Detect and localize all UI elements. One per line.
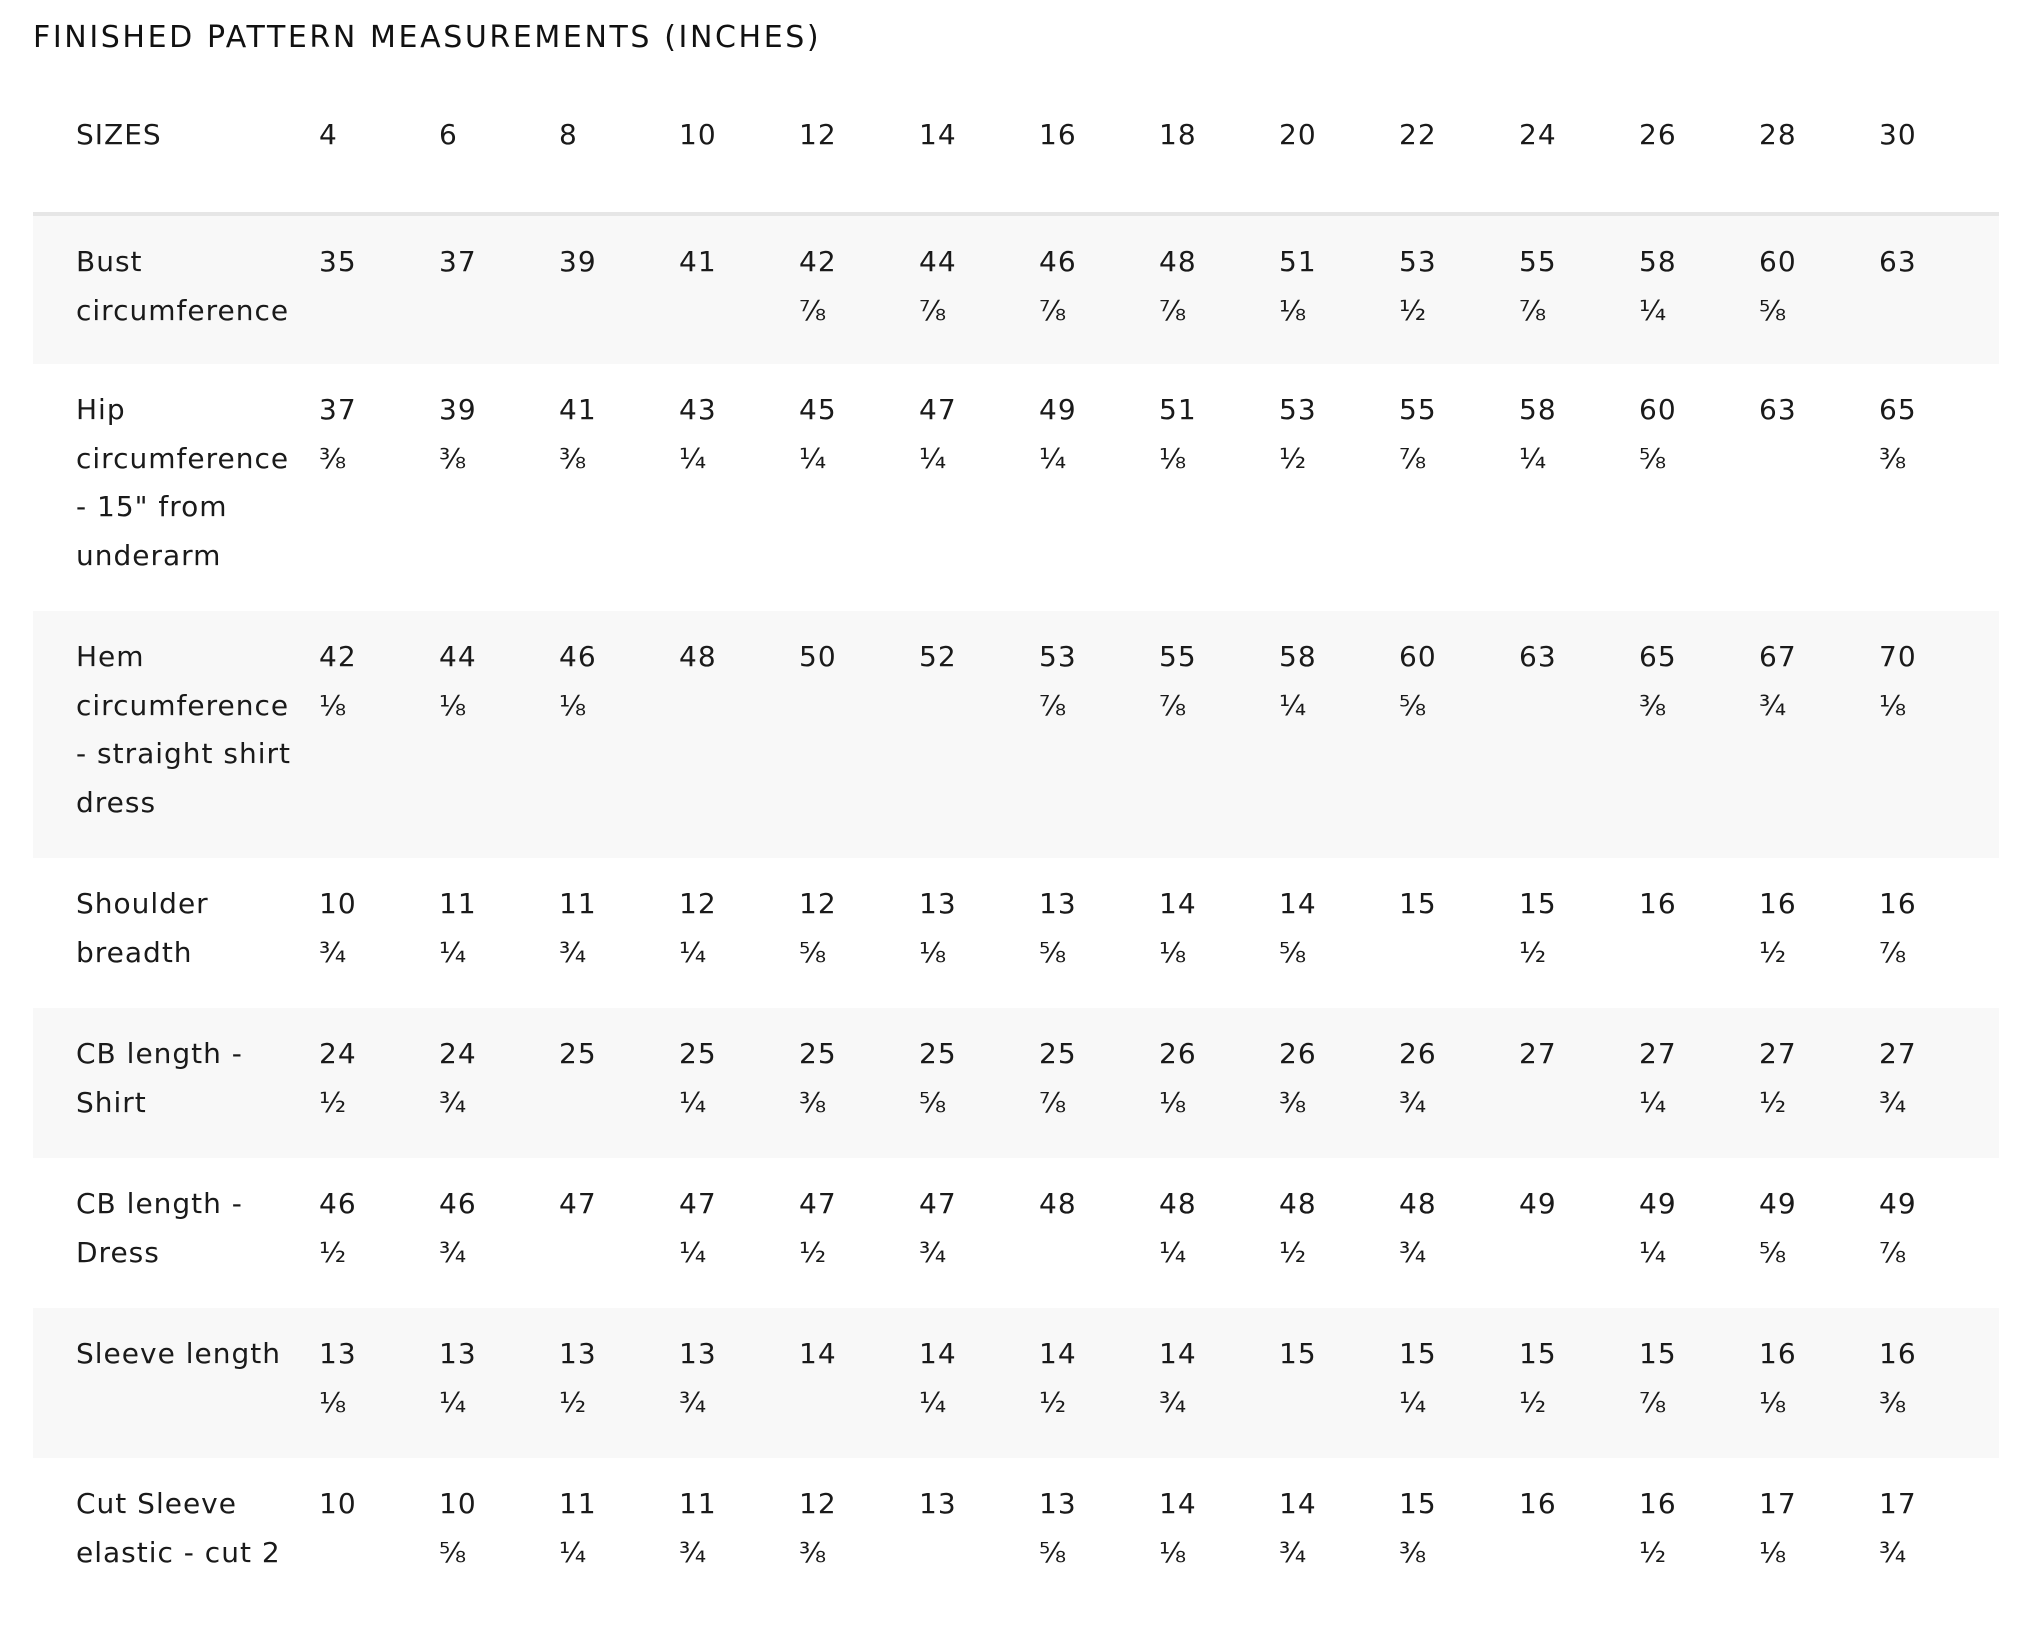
measurement-cell <box>1039 611 1159 858</box>
measurement-cell <box>919 1008 1039 1158</box>
measurement-cell <box>1399 1158 1519 1308</box>
measurement-value: 15 ½ <box>1519 887 1557 969</box>
row-label: CB length - Dress <box>76 1187 243 1269</box>
measurement-cell <box>1759 1308 1879 1458</box>
measurement-cell <box>1039 364 1159 611</box>
measurement-value: 25 <box>559 1037 597 1070</box>
size-header-cell: 24 <box>1519 90 1639 214</box>
measurement-value: 11 ¼ <box>559 1487 597 1569</box>
measurement-cell <box>1159 1308 1279 1458</box>
measurement-value: 37 ⅜ <box>319 393 357 475</box>
measurement-value: 46 ½ <box>319 1187 357 1269</box>
measurement-value: 49 ¼ <box>1639 1187 1677 1269</box>
measurement-value: 63 <box>1519 640 1557 673</box>
size-header-cell: 30 <box>1879 90 1999 214</box>
measurement-cell <box>1879 1458 1999 1608</box>
measurement-cell <box>319 611 439 858</box>
measurement-value: 16 ⅜ <box>1879 1337 1917 1419</box>
measurement-value: 51 ⅛ <box>1159 393 1197 475</box>
row-label: Bust circumference <box>76 245 290 327</box>
measurement-cell <box>1519 364 1639 611</box>
measurement-value: 49 ⅞ <box>1879 1187 1917 1269</box>
measurement-cell <box>1399 364 1519 611</box>
measurement-cell <box>679 1158 799 1308</box>
measurements-page <box>33 0 1998 1569</box>
measurement-cell <box>319 1008 439 1158</box>
measurement-cell <box>1519 1308 1639 1458</box>
measurement-cell <box>559 858 679 1008</box>
measurement-value: 16 <box>1639 887 1677 920</box>
size-header-cell: 20 <box>1279 90 1399 214</box>
measurement-value: 67 ¾ <box>1759 640 1797 722</box>
measurement-cell <box>919 611 1039 858</box>
measurement-cell <box>1519 1458 1639 1608</box>
size-header-cell: 8 <box>559 90 679 214</box>
row-label: Hip circumference - 15" from underarm <box>76 393 290 572</box>
measurement-cell <box>1039 1308 1159 1458</box>
measurement-cell <box>799 1158 919 1308</box>
measurement-value: 14 ⅝ <box>1279 887 1317 969</box>
measurement-cell <box>1159 1008 1279 1158</box>
measurement-cell <box>799 611 919 858</box>
measurement-value: 63 <box>1879 245 1917 278</box>
measurement-value: 55 ⅞ <box>1159 640 1197 722</box>
measurement-value: 44 ⅛ <box>439 640 477 722</box>
table-row <box>33 858 1999 1008</box>
measurement-value: 24 ½ <box>319 1037 357 1119</box>
measurement-value: 16 ⅞ <box>1879 887 1917 969</box>
measurement-cell <box>799 364 919 611</box>
measurement-value: 11 ¾ <box>679 1487 717 1569</box>
measurement-value: 58 ¼ <box>1519 393 1557 475</box>
measurement-cell <box>1399 1458 1519 1608</box>
measurement-cell <box>559 611 679 858</box>
measurement-cell <box>319 1308 439 1458</box>
measurement-cell <box>439 1458 559 1608</box>
measurement-cell <box>919 1308 1039 1458</box>
measurement-cell <box>919 1458 1039 1608</box>
measurement-cell <box>799 1008 919 1158</box>
measurement-cell <box>1639 858 1759 1008</box>
measurement-value: 11 ¾ <box>559 887 597 969</box>
row-label: Shoulder breadth <box>76 887 209 969</box>
size-header-cell: 14 <box>919 90 1039 214</box>
measurement-value: 37 <box>439 245 477 278</box>
measurement-cell <box>1279 1308 1399 1458</box>
measurement-value: 11 ¼ <box>439 887 477 969</box>
measurement-cell <box>1759 1008 1879 1158</box>
measurement-cell <box>1279 1008 1399 1158</box>
measurement-value: 15 ½ <box>1519 1337 1557 1419</box>
size-header-cell: 10 <box>679 90 799 214</box>
measurement-cell <box>1279 364 1399 611</box>
measurement-cell <box>1279 1458 1399 1608</box>
measurement-value: 27 <box>1519 1037 1557 1070</box>
measurement-cell <box>1759 611 1879 858</box>
measurement-value: 12 ¼ <box>679 887 717 969</box>
measurement-cell <box>1879 1308 1999 1458</box>
table-header <box>33 90 1999 214</box>
measurement-cell <box>1039 1458 1159 1608</box>
measurement-value: 41 ⅜ <box>559 393 597 475</box>
measurement-cell <box>319 214 439 364</box>
measurement-cell <box>439 214 559 364</box>
measurement-cell <box>679 1308 799 1458</box>
measurement-value: 49 ¼ <box>1039 393 1077 475</box>
measurement-cell <box>1759 364 1879 611</box>
measurement-value: 16 ½ <box>1759 887 1797 969</box>
measurement-value: 16 ⅛ <box>1759 1337 1797 1419</box>
table-row <box>33 1458 1999 1608</box>
measurement-cell <box>1519 611 1639 858</box>
size-header-cell: 26 <box>1639 90 1759 214</box>
measurement-value: 13 ½ <box>559 1337 597 1419</box>
measurement-value: 14 <box>799 1337 837 1370</box>
measurement-cell <box>1639 214 1759 364</box>
measurement-cell <box>1159 611 1279 858</box>
measurement-value: 13 ⅛ <box>319 1337 357 1419</box>
measurement-value: 35 <box>319 245 357 278</box>
measurement-cell <box>1279 858 1399 1008</box>
measurement-cell <box>439 858 559 1008</box>
measurement-value: 53 ½ <box>1399 245 1437 327</box>
measurement-cell <box>1879 1008 1999 1158</box>
measurement-cell <box>799 214 919 364</box>
measurement-value: 43 ¼ <box>679 393 717 475</box>
measurement-value: 39 <box>559 245 597 278</box>
measurement-value: 15 <box>1279 1337 1317 1370</box>
measurement-cell <box>679 1458 799 1608</box>
measurement-value: 17 ¾ <box>1879 1487 1917 1569</box>
measurement-cell <box>439 1008 559 1158</box>
measurement-cell <box>1279 1158 1399 1308</box>
measurement-cell <box>1039 1158 1159 1308</box>
measurement-value: 27 ¾ <box>1879 1037 1917 1119</box>
size-header-cell: 12 <box>799 90 919 214</box>
measurement-value: 13 ¼ <box>439 1337 477 1419</box>
measurement-value: 14 ¾ <box>1279 1487 1317 1569</box>
measurement-value: 60 ⅝ <box>1639 393 1677 475</box>
measurement-cell <box>439 1158 559 1308</box>
measurement-value: 26 ⅜ <box>1279 1037 1317 1119</box>
measurement-value: 47 ¾ <box>919 1187 957 1269</box>
measurement-cell <box>1399 858 1519 1008</box>
measurement-value: 27 ¼ <box>1639 1037 1677 1119</box>
table-row <box>33 611 1999 858</box>
measurement-value: 26 ⅛ <box>1159 1037 1197 1119</box>
measurement-cell <box>799 1458 919 1608</box>
measurement-value: 48 <box>679 640 717 673</box>
measurement-cell <box>319 1158 439 1308</box>
measurement-value: 47 <box>559 1187 597 1220</box>
measurement-value: 53 ⅞ <box>1039 640 1077 722</box>
measurement-value: 27 ½ <box>1759 1037 1797 1119</box>
measurement-cell <box>1879 364 1999 611</box>
table-row <box>33 364 1999 611</box>
measurement-value: 46 ⅛ <box>559 640 597 722</box>
measurement-cell <box>679 611 799 858</box>
measurement-value: 63 <box>1759 393 1797 426</box>
measurement-cell <box>1519 1008 1639 1158</box>
measurement-cell <box>1159 1158 1279 1308</box>
measurement-value: 51 ⅛ <box>1279 245 1317 327</box>
measurement-value: 10 ⅝ <box>439 1487 477 1569</box>
measurements-table <box>33 90 1999 1608</box>
measurement-value: 13 <box>919 1487 957 1520</box>
measurement-value: 12 ⅜ <box>799 1487 837 1569</box>
size-header-cell: 22 <box>1399 90 1519 214</box>
measurement-cell <box>1639 611 1759 858</box>
measurement-cell <box>679 214 799 364</box>
measurement-cell <box>1639 1308 1759 1458</box>
measurement-value: 44 ⅞ <box>919 245 957 327</box>
measurement-cell <box>1639 1158 1759 1308</box>
measurement-value: 39 ⅜ <box>439 393 477 475</box>
measurement-value: 60 ⅝ <box>1759 245 1797 327</box>
measurement-cell <box>679 364 799 611</box>
measurement-value: 25 ⅝ <box>919 1037 957 1119</box>
measurement-cell <box>1759 858 1879 1008</box>
measurement-cell <box>1759 1158 1879 1308</box>
measurement-cell <box>439 1308 559 1458</box>
measurement-value: 65 ⅜ <box>1879 393 1917 475</box>
measurement-cell <box>919 1158 1039 1308</box>
measurement-value: 26 ¾ <box>1399 1037 1437 1119</box>
measurement-value: 48 ¼ <box>1159 1187 1197 1269</box>
measurement-cell <box>1519 858 1639 1008</box>
measurement-cell <box>1159 858 1279 1008</box>
measurement-cell <box>1039 858 1159 1008</box>
measurement-cell <box>319 858 439 1008</box>
measurement-value: 14 ⅛ <box>1159 1487 1197 1569</box>
measurement-cell <box>1639 364 1759 611</box>
measurement-value: 13 ¾ <box>679 1337 717 1419</box>
measurement-value: 15 <box>1399 887 1437 920</box>
measurement-cell <box>1399 214 1519 364</box>
measurement-value: 14 ¾ <box>1159 1337 1197 1419</box>
measurement-value: 45 ¼ <box>799 393 837 475</box>
table-row <box>33 214 1999 364</box>
table-row <box>33 1158 1999 1308</box>
measurement-value: 42 ⅞ <box>799 245 837 327</box>
measurement-cell <box>559 214 679 364</box>
measurement-cell <box>1519 214 1639 364</box>
row-label: Sleeve length <box>76 1337 281 1370</box>
measurement-cell <box>1639 1008 1759 1158</box>
measurement-cell <box>1759 1458 1879 1608</box>
measurement-value: 14 ½ <box>1039 1337 1077 1419</box>
measurement-cell <box>439 611 559 858</box>
measurement-cell <box>1879 1158 1999 1308</box>
measurement-cell <box>1159 1458 1279 1608</box>
table-row <box>33 1308 1999 1458</box>
measurement-value: 48 ¾ <box>1399 1187 1437 1269</box>
measurement-cell <box>319 1458 439 1608</box>
measurement-cell <box>799 858 919 1008</box>
measurement-cell <box>919 858 1039 1008</box>
measurement-value: 42 ⅛ <box>319 640 357 722</box>
measurement-value: 16 <box>1519 1487 1557 1520</box>
size-header-cell: 28 <box>1759 90 1879 214</box>
measurement-value: 25 ¼ <box>679 1037 717 1119</box>
measurement-value: 16 ½ <box>1639 1487 1677 1569</box>
measurement-cell <box>1039 1008 1159 1158</box>
measurement-value: 10 ¾ <box>319 887 357 969</box>
measurement-value: 49 ⅝ <box>1759 1187 1797 1269</box>
measurement-value: 52 <box>919 640 957 673</box>
measurement-value: 53 ½ <box>1279 393 1317 475</box>
measurement-cell <box>319 364 439 611</box>
measurement-value: 48 ½ <box>1279 1187 1317 1269</box>
measurement-value: 17 ⅛ <box>1759 1487 1797 1569</box>
measurement-value: 25 ⅜ <box>799 1037 837 1119</box>
measurement-value: 10 <box>319 1487 357 1520</box>
measurement-cell <box>559 364 679 611</box>
measurement-value: 48 <box>1039 1187 1077 1220</box>
measurement-value: 15 ¼ <box>1399 1337 1437 1419</box>
measurement-cell <box>1519 1158 1639 1308</box>
measurement-value: 47 ¼ <box>679 1187 717 1269</box>
measurement-cell <box>679 858 799 1008</box>
measurement-cell <box>919 364 1039 611</box>
measurement-value: 25 ⅞ <box>1039 1037 1077 1119</box>
measurement-value: 15 ⅞ <box>1639 1337 1677 1419</box>
measurement-cell <box>1159 364 1279 611</box>
measurement-cell <box>1639 1458 1759 1608</box>
measurement-cell <box>679 1008 799 1158</box>
measurement-value: 46 ¾ <box>439 1187 477 1269</box>
table-row <box>33 1008 1999 1158</box>
measurement-cell <box>919 214 1039 364</box>
measurement-cell <box>1879 611 1999 858</box>
measurement-value: 60 ⅝ <box>1399 640 1437 722</box>
measurement-value: 50 <box>799 640 837 673</box>
measurement-cell <box>559 1158 679 1308</box>
size-header-cell: 16 <box>1039 90 1159 214</box>
page-title: FINISHED PATTERN MEASUREMENTS (INCHES) <box>33 20 822 55</box>
size-header-cell: 18 <box>1159 90 1279 214</box>
measurement-value: 41 <box>679 245 717 278</box>
measurement-value: 47 ¼ <box>919 393 957 475</box>
measurement-cell <box>1879 214 1999 364</box>
measurement-value: 70 ⅛ <box>1879 640 1917 722</box>
sizes-header-label: SIZES <box>33 90 319 214</box>
measurement-cell <box>559 1008 679 1158</box>
measurement-value: 55 ⅞ <box>1399 393 1437 475</box>
measurement-value: 58 ¼ <box>1639 245 1677 327</box>
size-header-cell: 6 <box>439 90 559 214</box>
measurement-cell <box>439 364 559 611</box>
measurement-cell <box>1399 611 1519 858</box>
measurement-cell <box>1039 214 1159 364</box>
measurement-cell <box>1279 214 1399 364</box>
measurement-value: 46 ⅞ <box>1039 245 1077 327</box>
measurement-value: 13 ⅝ <box>1039 1487 1077 1569</box>
measurement-cell <box>1759 214 1879 364</box>
measurement-cell <box>1879 858 1999 1008</box>
measurement-cell <box>559 1458 679 1608</box>
measurement-value: 49 <box>1519 1187 1557 1220</box>
row-label: CB length - Shirt <box>76 1037 243 1119</box>
measurement-cell <box>1279 611 1399 858</box>
measurement-cell <box>559 1308 679 1458</box>
measurement-value: 55 ⅞ <box>1519 245 1557 327</box>
measurement-cell <box>799 1308 919 1458</box>
measurement-value: 47 ½ <box>799 1187 837 1269</box>
size-header-cell: 4 <box>319 90 439 214</box>
table-body <box>33 214 1999 1608</box>
measurement-value: 12 ⅝ <box>799 887 837 969</box>
measurement-value: 13 ⅛ <box>919 887 957 969</box>
measurement-value: 14 ¼ <box>919 1337 957 1419</box>
measurement-value: 14 ⅛ <box>1159 887 1197 969</box>
measurement-cell <box>1159 214 1279 364</box>
measurement-value: 24 ¾ <box>439 1037 477 1119</box>
measurement-cell <box>1399 1308 1519 1458</box>
measurement-cell <box>1399 1008 1519 1158</box>
measurement-value: 58 ¼ <box>1279 640 1317 722</box>
measurement-value: 13 ⅝ <box>1039 887 1077 969</box>
header-row <box>33 90 1999 214</box>
row-label: Cut Sleeve elastic - cut 2 <box>76 1487 281 1569</box>
row-label: Hem circumference - straight shirt dress <box>76 640 292 819</box>
measurement-value: 15 ⅜ <box>1399 1487 1437 1569</box>
measurement-value: 65 ⅜ <box>1639 640 1677 722</box>
measurement-value: 48 ⅞ <box>1159 245 1197 327</box>
